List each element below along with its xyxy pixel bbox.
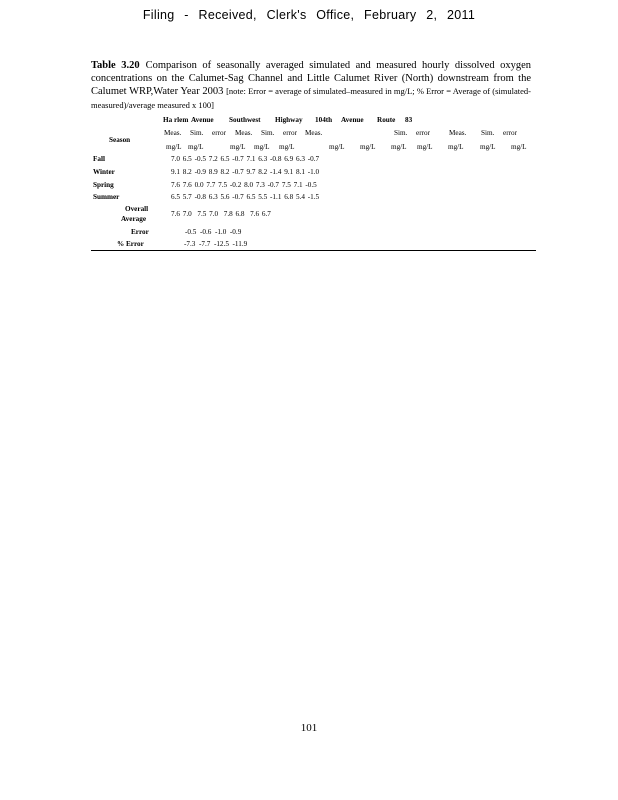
location-label: 83 <box>405 116 413 124</box>
unit-label: mg/L <box>329 143 345 151</box>
row-values: -0.5 -0.6 -1.0 -0.9 <box>185 228 242 236</box>
location-label: Route <box>377 116 396 124</box>
location-label: 104th <box>315 116 333 124</box>
table-bottom-rule <box>91 250 536 251</box>
location-label: Ha rlem <box>163 116 189 124</box>
row-values: 7.6 7.0 7.5 7.0 7.8 6.8 7.6 6.7 <box>171 210 271 218</box>
caption-note: [note: Error = average of simulated–measured in mg/L; % Error = Average of (simulated-measured)/average measured x 100] <box>91 86 531 110</box>
col-header: error <box>283 129 297 137</box>
col-header: Sim. <box>261 129 275 137</box>
unit-label: mg/L <box>391 143 407 151</box>
col-header: Meas. <box>164 129 182 137</box>
row-values: -7.3 -7.7 -12.5 -11.9 <box>184 240 248 248</box>
unit-label: mg/L <box>279 143 295 151</box>
row-label: Fall <box>93 155 105 163</box>
row-label: Overall <box>125 205 149 213</box>
units-row <box>91 143 536 153</box>
caption-text: Comparison of seasonally averaged simulated and measured hourly dissolved oxygen concentrations on the Calumet-Sag Channel and Little Calumet River (North) downstream from the Calumet WRP,Water Year 2003 <box>91 60 531 97</box>
location-label: Avenue <box>191 116 214 124</box>
unit-label: mg/L <box>480 143 496 151</box>
location-label: Avenue <box>341 116 364 124</box>
unit-label: mg/L <box>448 143 464 151</box>
col-header: Meas. <box>235 129 253 137</box>
col-header: error <box>416 129 430 137</box>
row-values: 6.5 5.7 -0.8 6.3 5.6 -0.7 6.5 5.5 -1.1 6.8 5.4 -1.5 <box>171 193 320 201</box>
col-header: error <box>212 129 226 137</box>
season-header: Season <box>109 136 131 144</box>
row-label: Summer <box>93 193 120 201</box>
col-header: error <box>503 129 517 137</box>
unit-label: mg/L <box>166 143 182 151</box>
page-number: 101 <box>300 722 318 734</box>
unit-label: mg/L <box>230 143 246 151</box>
col-header: Sim. <box>394 129 408 137</box>
row-values: 7.6 7.6 0.0 7.7 7.5 -0.2 8.0 7.3 -0.7 7.5 7.1 -0.5 <box>171 181 317 189</box>
unit-label: mg/L <box>188 143 204 151</box>
row-label: Average <box>121 215 147 223</box>
col-header: Sim. <box>481 129 495 137</box>
row-values: 7.0 6.5 -0.5 7.2 6.5 -0.7 7.1 6.3 -0.8 6.9 6.3 -0.7 <box>171 155 320 163</box>
row-label: Winter <box>93 168 115 176</box>
row-values: 9.1 8.2 -0.9 8.9 8.2 -0.7 9.7 8.2 -1.4 9.1 8.1 -1.0 <box>171 168 320 176</box>
column-header-row <box>91 129 536 139</box>
unit-label: mg/L <box>254 143 270 151</box>
location-label: Southwest <box>229 116 261 124</box>
row-label: Error <box>131 228 149 236</box>
unit-label: mg/L <box>417 143 433 151</box>
row-label: % Error <box>117 240 144 248</box>
col-header: Sim. <box>190 129 204 137</box>
row-label: Spring <box>93 181 114 189</box>
col-header: Meas. <box>305 129 323 137</box>
table-caption <box>91 60 531 112</box>
filing-header: Filing - Received, Clerk's Office, February 2, 2011 <box>142 8 476 22</box>
unit-label: mg/L <box>511 143 527 151</box>
table-number: Table 3.20 <box>91 60 140 71</box>
unit-label: mg/L <box>360 143 376 151</box>
location-label: Highway <box>275 116 303 124</box>
col-header: Meas. <box>449 129 467 137</box>
